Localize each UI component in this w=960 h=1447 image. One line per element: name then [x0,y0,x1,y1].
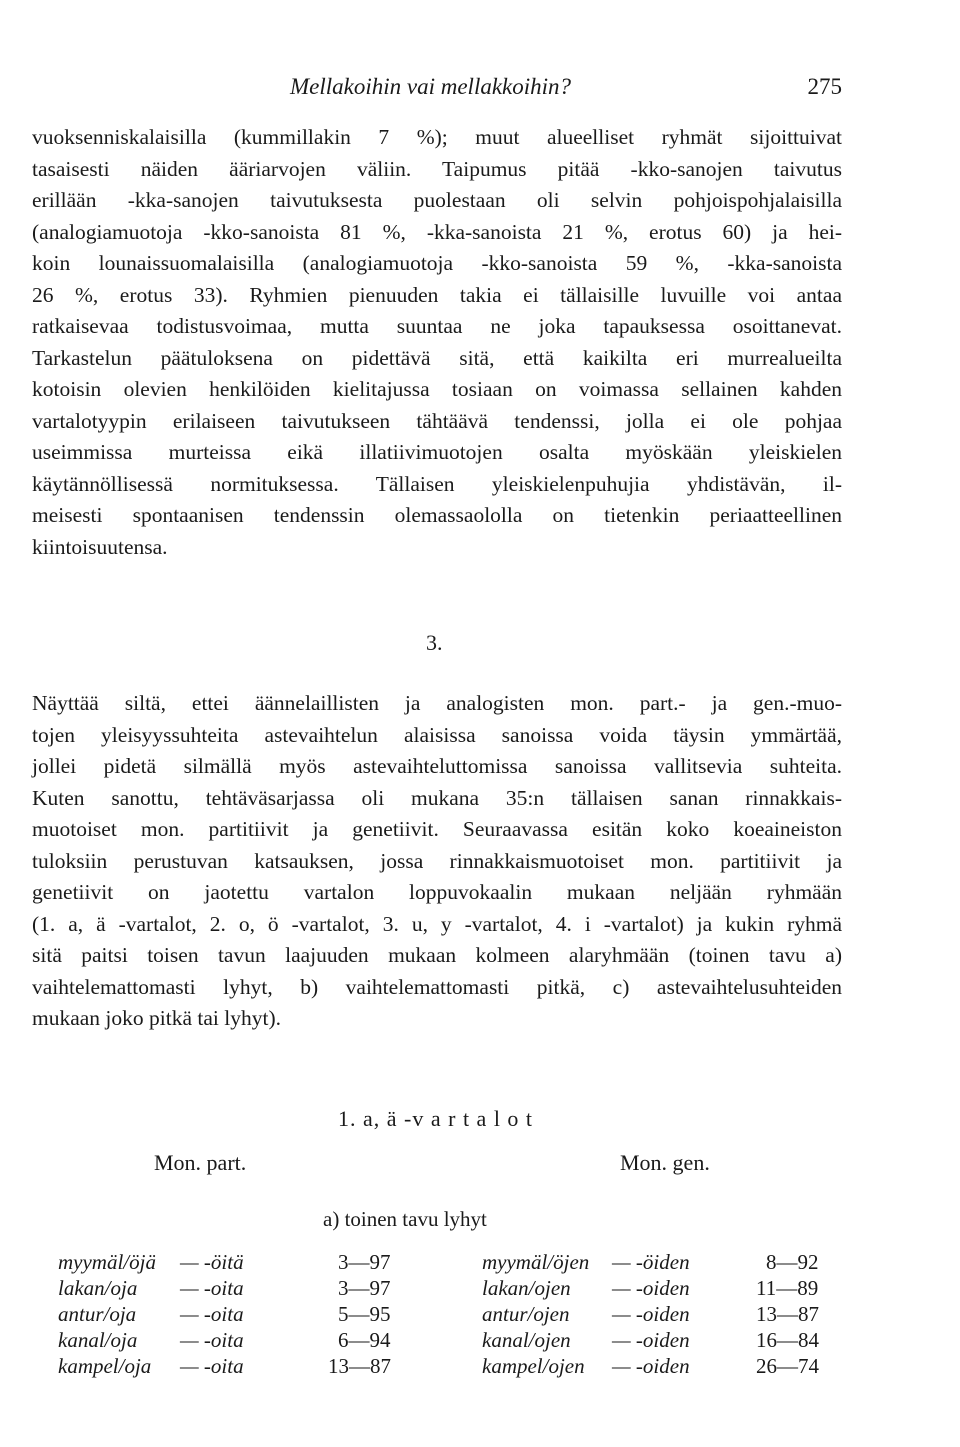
text-line: kiintoisuutensa. [32,534,168,559]
gen-ending: — -oiden [612,1328,690,1352]
part-ending: — -oita [180,1302,244,1326]
table-subheading: a) toinen tavu lyhyt [323,1207,487,1231]
column-header-mon-part: Mon. part. [154,1150,247,1175]
text-line: tasaisesti näiden ääriarvojen väliin. Taipumus pitää -kko-sanojen taivutus [32,156,842,181]
gen-word: kanal/ojen [482,1328,571,1352]
table-row [0,1354,960,1380]
part-ratio: 3—97 [338,1250,391,1274]
gen-word: lakan/ojen [482,1276,571,1300]
table-title: 1. a, ä -v a r t a l o t [338,1106,534,1131]
text-line: vuoksenniskalaisilla (kummillakin 7 %); muut alueelliset ryhmät sijoittuivat [32,125,842,149]
part-word: myymäl/öjä [58,1250,156,1274]
paragraph-section-3 [32,688,842,1035]
text-line: Tarkastelun päätuloksena on pidettävä sitä, että kaikilta eri murrealueilta [32,345,842,370]
text-line: mukaan joko pitkä tai lyhyt). [32,1006,281,1030]
table-row [0,1328,960,1354]
paragraph-continued [32,122,842,563]
section-number: 3. [426,630,443,655]
part-ratio: 5—95 [338,1302,391,1326]
gen-ratio: 11—89 [756,1276,819,1300]
text-line: muotoiset mon. partitiivit ja genetiivit. Seuraavassa esitän koko koeaineiston [32,817,842,841]
text-line: vaihtelemattomasti lyhyt, b) vaihtelemattomasti pitkä, c) astevaihtelusuhteiden [32,974,842,999]
table-row [0,1276,960,1302]
part-word: kanal/oja [58,1328,138,1352]
part-word: antur/oja [58,1302,137,1326]
text-line: tuloksiin perustuvan katsauksen, jossa rinnakkaismuotoiset mon. partitiivit ja [32,848,842,873]
gen-ratio: 26—74 [756,1354,819,1378]
part-ratio: 6—94 [338,1328,391,1352]
gen-ratio: 13—87 [756,1302,819,1326]
text-line: useimmissa murteissa eikä illatiivimuotojen osalta myöskään yleiskielen [32,440,842,464]
gen-ending: — -oiden [612,1354,690,1378]
text-line: Kuten sanottu, tehtäväsarjassa oli mukana 35:n tällaisen sanan rinnakkais- [32,785,842,810]
text-line: jollei pidetä silmällä myös astevaihteluttomissa sanoissa vallitsevia suhteita. [32,754,842,778]
page-number: 275 [807,74,842,99]
running-title: Mellakoihin vai mellakkoihin? [290,74,572,99]
gen-ratio: 8—92 [766,1250,819,1274]
column-header-mon-gen: Mon. gen. [620,1150,710,1175]
part-ratio: 13—87 [328,1354,391,1378]
running-header [290,74,842,106]
gen-word: antur/ojen [482,1302,570,1326]
gen-word: kampel/ojen [482,1354,585,1378]
text-line: käytännöllisessä normituksessa. Tällaisen yleiskielenpuhujia yhdistävän, il- [32,471,842,496]
text-line: koin lounaissuomalaisilla (analogiamuotoja -kko-sanoista 59 %, -kka-sanoista [32,251,842,275]
table-row [0,1302,960,1328]
text-line: meisesti spontaanisen tendenssin olemassaololla on tietenkin periaatteellinen [32,503,842,527]
text-line: vartalotyypin erilaiseen taivutukseen tähtäävä tendenssi, jolla ei ole pohjaa [32,408,842,433]
text-line: (1. a, ä -vartalot, 2. o, ö -vartalot, 3. u, y -vartalot, 4. i -vartalot) ja kukin ryhmä [32,911,842,936]
text-line: 26 %, erotus 33). Ryhmien pienuuden takia ei tällaisille luvuille voi antaa [32,282,842,307]
part-ending: — -oita [180,1276,244,1300]
text-line: erillään -kka-sanojen taivutuksesta puolestaan oli selvin pohjoispohjalaisilla [32,188,842,212]
gen-ending: — -oiden [612,1302,690,1326]
part-word: kampel/oja [58,1354,152,1378]
text-line: sitä paitsi toisen tavun laajuuden mukaan kolmeen alaryhmään (toinen tavu a) [32,943,842,967]
part-word: lakan/oja [58,1276,138,1300]
part-ending: — -oita [180,1328,244,1352]
text-line: (analogiamuotoja -kko-sanoista 81 %, -kka-sanoista 21 %, erotus 60) ja hei- [32,219,842,244]
gen-word: myymäl/öjen [482,1250,590,1274]
text-line: tojen yleisyyssuhteita astevaihtelun alaisissa sanoissa voida täysin ymmärtää, [32,722,842,747]
text-line: Näyttää siltä, ettei äännelaillisten ja analogisten mon. part.- ja gen.-muo- [32,691,842,715]
gen-ending: — -oiden [612,1276,690,1300]
gen-ratio: 16—84 [756,1328,819,1352]
text-line: kotoisin olevien henkilöiden kielitajussa tosiaan on voimassa sellainen kahden [32,377,842,401]
part-ending: — -oita [180,1354,244,1378]
part-ending: — -öitä [180,1250,244,1274]
table-row [0,1250,960,1276]
part-ratio: 3—97 [338,1276,391,1300]
text-line: ratkaisevaa todistusvoimaa, mutta suuntaa ne joka tapauksessa osoittanevat. [32,314,842,338]
text-line: genetiivit on jaotettu vartalon loppuvokaalin mukaan neljään ryhmään [32,880,842,904]
gen-ending: — -öiden [612,1250,690,1274]
